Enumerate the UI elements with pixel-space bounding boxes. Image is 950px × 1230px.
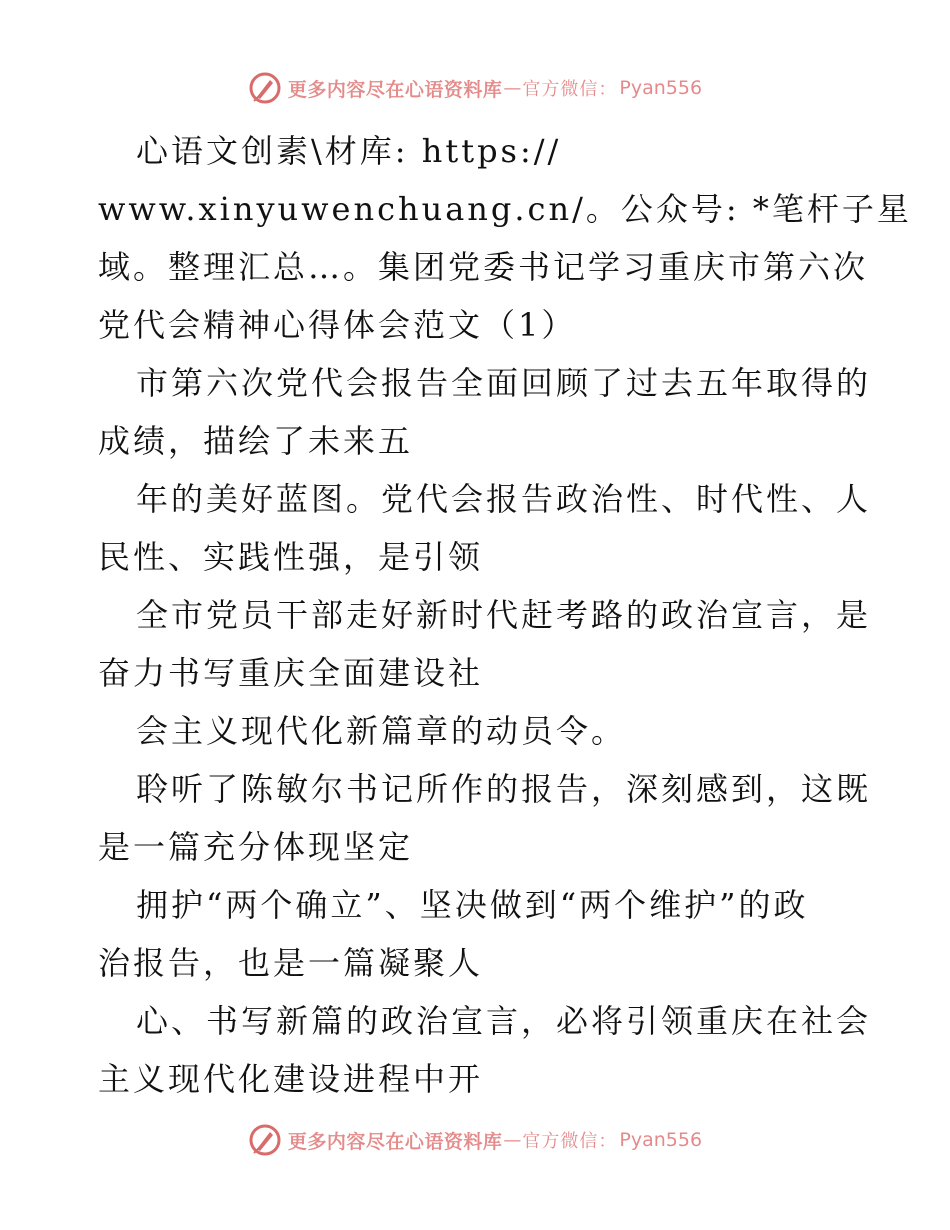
- text-line: 聆听了陈敏尔书记所作的报告，深刻感到，这既: [136, 770, 872, 808]
- text-line: 拥护“两个确立”、坚决做到“两个维护”的政: [136, 886, 809, 924]
- text-line: 是一篇充分体现坚定: [98, 828, 414, 866]
- text-line: 全市党员干部走好新时代赶考路的政治宣言，是: [136, 596, 872, 634]
- quill-circle-logo-icon: [248, 1123, 282, 1157]
- text-line: 党代会精神心得体会范文（1）: [98, 306, 577, 344]
- watermark-label: 官方微信：: [522, 1131, 618, 1152]
- header-watermark: [0, 68, 950, 108]
- text-line: 民性、实践性强，是引领: [98, 538, 484, 576]
- watermark-separator: —: [503, 1129, 522, 1151]
- watermark-label: 官方微信：: [522, 79, 618, 100]
- text-line: 心语文创素\材库: https://: [136, 132, 562, 170]
- text-line: 市第六次党代会报告全面回顾了过去五年取得的: [136, 364, 872, 402]
- document-body: [98, 122, 912, 1108]
- text-line: 治报告，也是一篇凝聚人: [98, 944, 484, 982]
- text-line: 年的美好蓝图。党代会报告政治性、时代性、人: [136, 480, 872, 518]
- watermark-main-text: 更多内容尽在心语资料库: [287, 1130, 503, 1153]
- text-line: 主义现代化建设进程中开: [98, 1060, 484, 1098]
- text-line: 奋力书写重庆全面建设社: [98, 654, 484, 692]
- text-line: 会主义现代化新篇章的动员令。: [136, 712, 627, 750]
- watermark-id: Pyan556: [619, 77, 703, 99]
- watermark-id: Pyan556: [619, 1129, 703, 1151]
- text-line: www.xinyuwenchuang.cn/。公众号: *笔杆子星: [98, 190, 912, 228]
- text-line: 心、书写新篇的政治宣言，必将引领重庆在社会: [136, 1002, 872, 1040]
- footer-watermark: [0, 1120, 950, 1160]
- watermark-main-text: 更多内容尽在心语资料库: [287, 78, 503, 101]
- watermark-separator: —: [503, 77, 522, 99]
- text-line: 域。整理汇总…。集团党委书记学习重庆市第六次: [98, 248, 869, 286]
- quill-circle-logo-icon: [248, 71, 282, 105]
- text-line: 成绩，描绘了未来五: [98, 422, 414, 460]
